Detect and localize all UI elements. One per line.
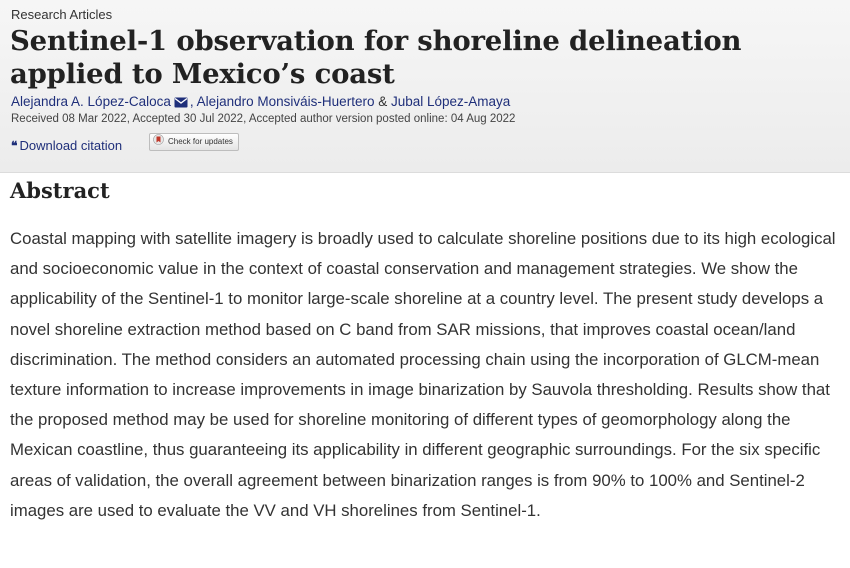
author-link-lopez-amaya[interactable]: Jubal López-Amaya: [390, 94, 511, 109]
publication-dates: Received 08 Mar 2022, Accepted 30 Jul 2022, Accepted author version posted online: 04 Aug 2022: [11, 113, 516, 125]
author-separator: ,: [189, 94, 197, 109]
check-for-updates-icon: [153, 134, 164, 151]
download-citation-link[interactable]: [11, 138, 122, 153]
abstract-heading: Abstract: [10, 178, 110, 203]
author-ampersand: &: [374, 94, 391, 109]
check-for-updates-button[interactable]: [149, 133, 239, 151]
envelope-icon[interactable]: [174, 96, 188, 111]
article-title: Sentinel-1 observation for shoreline delineation applied to Mexico’s coast: [10, 25, 742, 90]
section-label: Research Articles: [11, 7, 113, 22]
check-for-updates-label: Check for updates: [168, 137, 233, 146]
article-header: [0, 0, 850, 173]
author-link-lopez-caloca[interactable]: Alejandra A. López-Caloca: [11, 94, 171, 109]
abstract-text: Coastal mapping with satellite imagery is broadly used to calculate shoreline positions due to its high ecological and socioeconomic value in the context of coastal conservation and management strategies. We show the applicability of the Sentinel-1 to monitor large-scale shoreline at a country level. The present study develops a novel shoreline extraction method based on C band from SAR missions, that improves coastal ocean/land discrimination. The method considers an automated processing chain using the incorporation of GLCM-mean texture information to increase improvements in image binarization by Sauvola thresholding. Results show that the proposed method may be used for shoreline monitoring of different types of geomorphology along the Mexican coastline, thus guaranteeing its applicability in different geographic surroundings. For the six specific areas of validation, the overall agreement between binarization ranges is from 90% to 100% and Sentinel-2 images are used to evaluate the VV and VH shorelines from Sentinel-1.: [10, 229, 836, 520]
download-citation-label: Download citation: [19, 138, 123, 153]
author-list: [11, 94, 510, 111]
quote-icon: ❝: [11, 139, 17, 153]
author-link-monsivais-huertero[interactable]: Alejandro Monsiváis-Huertero: [196, 94, 375, 109]
